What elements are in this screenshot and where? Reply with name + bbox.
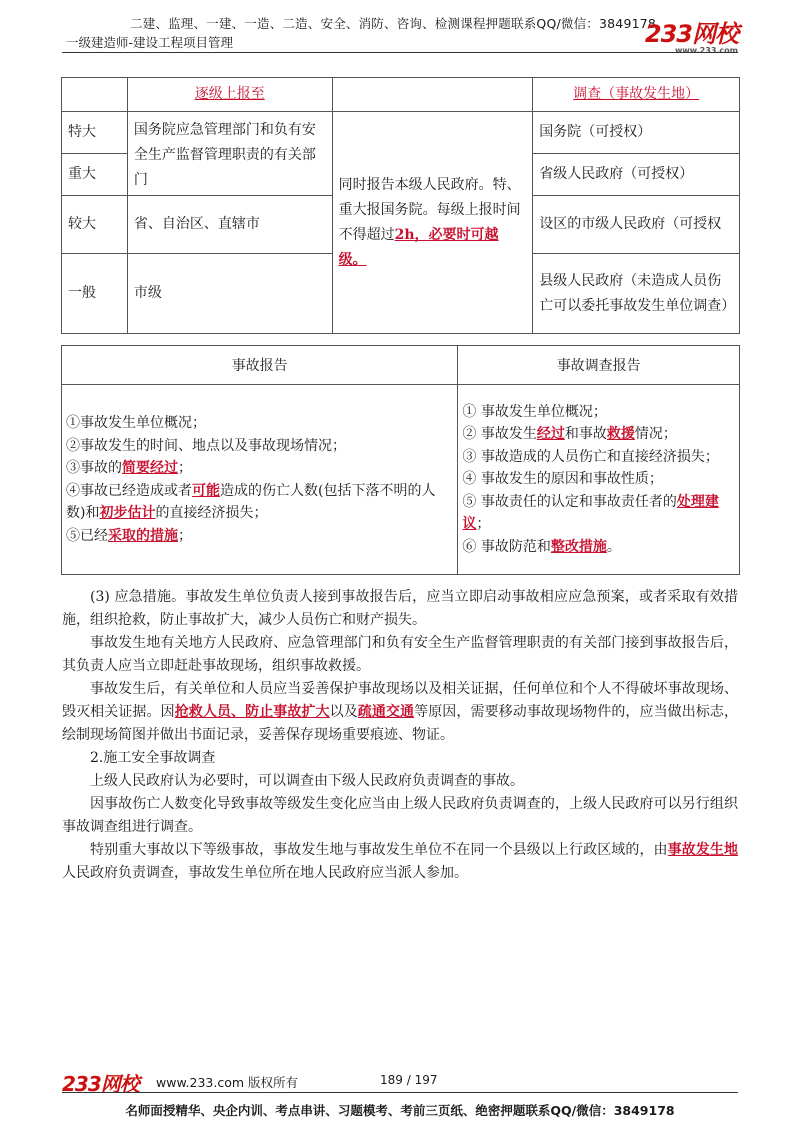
investigation-report-content [458, 385, 740, 575]
list-item: ④事故已经造成或者可能造成的伤亡人数(包括下落不明的人数)和初步估计的直接经济损失； [66, 482, 436, 521]
report-level-table [61, 77, 740, 334]
accident-report-content [62, 385, 458, 575]
paragraph: 上级人民政府认为必要时，可以调查由下级人民政府负责调查的事故。 [90, 773, 524, 789]
list-item: ① 事故发生单位概况； [462, 403, 607, 420]
header-investigate: 调查（事故发生地） [533, 78, 740, 112]
level-cell: 一般 [62, 254, 128, 334]
paragraph: 因事故伤亡人数变化导致事故等级发生变化应当由上级人民政府负责调查的，上级人民政府可以另行组织事故调查组进行调查。 [62, 796, 738, 835]
level-cell: 重大 [62, 154, 128, 196]
footer-rule [62, 1092, 738, 1093]
list-item: ③ 事故造成的人员伤亡和直接经济损失； [462, 448, 719, 465]
header-blank [62, 78, 128, 112]
list-item: ② 事故发生经过和事故救援情况； [462, 426, 677, 443]
level-cell: 较大 [62, 196, 128, 254]
report-to-cell: 市级 [127, 254, 332, 334]
header-blank-2 [332, 78, 533, 112]
list-item: ④ 事故发生的原因和事故性质； [462, 471, 663, 488]
body-text [62, 586, 738, 885]
report-note-cell: 同时报告本级人民政府。特、重大报国务院。每级上报时间不得超过2h，必要时可越级。 [332, 112, 533, 334]
level-cell: 特大 [62, 112, 128, 154]
list-item: ③事故的简要经过； [66, 460, 192, 476]
paragraph: 事故发生地有关地方人民政府、应急管理部门和负有安全生产监督管理职责的有关部门接到事故报告后，其负责人应当立即赶赴事故现场，组织事故救援。 [62, 635, 738, 674]
paragraph: 特别重大事故以下等级事故，事故发生地与事故发生单位不在同一个县级以上行政区域的，由事故发生地人民政府负责调查，事故发生单位所在地人民政府应当派人参加。 [62, 842, 739, 881]
brand-logo [645, 14, 738, 55]
header-ad-text: 二建、监理、一建、一造、二造、安全、消防、咨询、检测课程押题联系QQ/微信：3849178 [130, 16, 657, 31]
page-number: 189 / 197 [380, 1073, 438, 1087]
paragraph: (3) 应急措施。事故发生单位负责人接到事故报告后，应当立即启动事故相应应急预案，或者采取有效措施，组织抢救，防止事故扩大，减少人员伤亡和财产损失。 [62, 589, 738, 628]
list-item: ①事故发生单位概况； [66, 415, 206, 431]
list-item: ⑤已经采取的措施； [66, 527, 192, 544]
brand-logo-url: www.233.com [674, 46, 738, 55]
footer-ad-text: 名师面授精华、央企内训、考点串讲、习题模考、考前三页纸、绝密押题联系QQ/微信：3849178 [125, 1103, 675, 1118]
accident-report-header: 事故报告 [62, 346, 458, 385]
header-subject: 一级建造师-建设工程项目管理 [66, 35, 234, 50]
header-rule [62, 52, 738, 53]
report-comparison-table [61, 345, 740, 575]
investigate-cell: 县级人民政府（未造成人员伤亡可以委托事故发生单位调查） [533, 254, 740, 334]
list-item: ⑥ 事故防范和整改措施。 [462, 538, 621, 555]
report-to-cell: 省、自治区、直辖市 [127, 196, 332, 254]
list-item: ②事故发生的时间、地点以及事故现场情况； [66, 437, 346, 454]
investigate-cell: 设区的市级人民政府（可授权 [533, 196, 740, 254]
investigate-cell: 国务院（可授权） [533, 112, 740, 154]
report-to-cell: 国务院应急管理部门和负有安全生产监督管理职责的有关部门 [127, 112, 332, 196]
investigation-report-header: 事故调查报告 [458, 346, 740, 385]
section-heading: 2.施工安全事故调查 [90, 750, 216, 766]
header-report-to: 逐级上报至 [127, 78, 332, 112]
brand-logo-text: 233网校 [644, 20, 738, 48]
list-item: ⑤ 事故责任的认定和事故责任者的处理建议； [462, 493, 719, 533]
footer-logo: 233网校 [62, 1072, 139, 1096]
footer-copyright: www.233.com 版权所有 [156, 1075, 298, 1090]
paragraph: 事故发生后，有关单位和人员应当妥善保护事故现场以及相关证据，任何单位和个人不得破坏事故现场、毁灭相关证据。因抢救人员、防止事故扩大以及疏通交通等原因，需要移动事故现场物件的，应当做出标志，绘制现场简图并做出书面记录，妥善保存现场重要痕迹、物证。 [62, 681, 739, 743]
investigate-cell: 省级人民政府（可授权） [533, 154, 740, 196]
